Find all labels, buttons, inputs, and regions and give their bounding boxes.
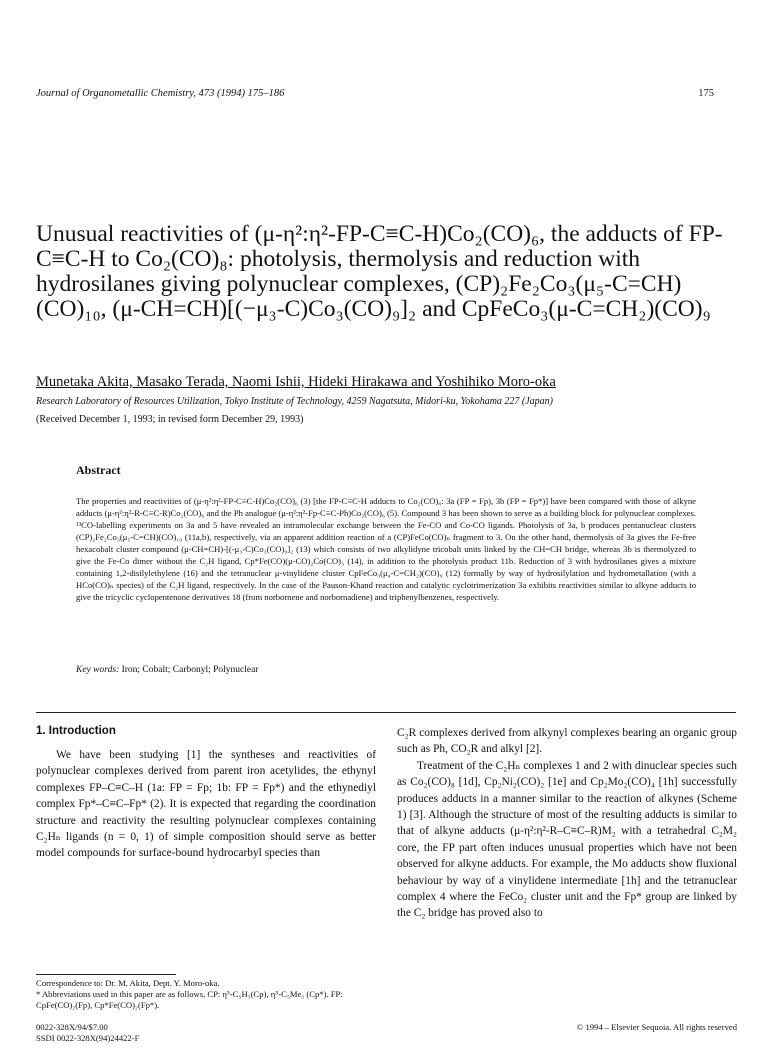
keywords-label: Key words: — [76, 665, 120, 675]
keywords-text: Iron; Cobalt; Carbonyl; Polynuclear — [121, 665, 259, 675]
intro-paragraph-2: Treatment of the C₂Hₙ complexes 1 and 2 with dinuclear species such as Co₂(CO)₈ [1d], Cp₂Ni₂(CO)₂ [1e] and Cp₂Mo₂(CO)₄ [1h] successfully produces adducts in a manner similar to the reaction of alkynes (Scheme 1) [3]. Although the structure of most of the resulting adducts is similar to that of alkyne adducts (μ-η²:η²-R–C≡C–R)M₂ with a tetrahedral C₂M₂ core, the FP part often induces unusual properties which have not been observed for alkyne adducts. For example, the Mo adducts show fluxional behaviour by way of a vinylidene intermediate [1h] and the tetranuclear complex 4 where the FeCo₂ cluster unit and the Fp* group are linked by the C₂ bridge has proved also to — [397, 759, 737, 920]
keywords — [76, 665, 259, 675]
issn-block — [36, 1022, 139, 1044]
journal-citation: Journal of Organometallic Chemistry, 473 (1994) 175–186 — [36, 88, 285, 99]
left-column — [36, 725, 376, 862]
abstract-text: The properties and reactivities of (μ-η²:η²-FP-C≡C-H)Co₂(CO)₆ (3) [the FP-C≡C-H adducts to Co₂(CO)₈: 3a (FP = Fp), 3b (FP = Fp*)] have been compared with those of alkyne adducts (μ-η²:η²-R-C≡C-R)Co₂(CO)₆ and the Ph analogue (μ-η²:η²-Fp-C≡C-Ph)Co₂(CO)₆ (5). Compound 3 has been shown to serve as a building block for polynuclear complexes. ¹³CO-labelling experiments on 3a and 5 have revealed an intramolecular exchange between the Fe-CO and Co-CO ligands. Photolysis of 3a, b produces pentanuclear clusters (CP)₂Fe₂Co₃(μ₅-C=CH)(CO)₁₀ (11a,b), respectively, via an apparent addition reaction of a (CP)FeCo(CO)ₙ fragment to 3. On the other hand, thermolysis of 3a gives the Fe-free hexacobalt cluster compound (μ-CH=CH)-[(-μ₃-C)Co₃(CO)₉]₂ (13) which consists of two alkylidyne tricobalt units linked by the CH=CH bridge, whereas 3b is thermolyzed to give the Fe-Co dimer without the C₂H ligand, Cp*Fe(CO)(μ-CO)₂Co(CO)₃ (14), in addition to the photolysis product 11b. Reduction of 3 with hydrosilanes gives a mixture containing 1,2-disilylethylene (16) and the tetranuclear μ-vinylidene cluster CpFeCo₃(μ₄-C=CH₂)(CO)₉ (12) formally by way of hydrosilylation and hydrometallation (with a HCo(CO)ₙ species) of the C₂H ligand, respectively. In the case of the Pauson-Khand reaction and catalytic cyclotrimerization 3a exhibits reactivities similar to alkyne adducts to give the tricyclic cyclopentenone derivatives 18 (from norbornene and norbornadiene) and triphenylbenzenes, respectively. — [76, 496, 696, 602]
correspondence-note: Correspondence to: Dr. M. Akita, Dept. Y. Moro-oka. — [36, 978, 220, 988]
abbreviations-note: * Abbreviations used in this paper are as follows, CP: η⁵-C₅H₅(Cp), η⁵-C₅Me₅ (Cp*). FP: CpFe(CO)₂(Fp), Cp*Fe(CO)₂(Fp*). — [36, 989, 343, 1010]
affiliation: Research Laboratory of Resources Utilization, Tokyo Institute of Technology, 4259 Nagatsuta, Midori-ku, Yokohama 227 (Japan) — [36, 396, 554, 407]
right-column — [397, 725, 737, 922]
footnote-divider — [36, 974, 176, 975]
ssdi: SSDI 0022-328X(94)24422-F — [36, 1033, 140, 1043]
section-heading: 1. Introduction — [36, 725, 116, 737]
intro-paragraph-continued: C₂R complexes derived from alkynyl complexes bearing an organic group such as Ph, CO₂R and alkyl [2]. — [397, 727, 737, 756]
page-number: 175 — [698, 88, 714, 99]
article-title: Unusual reactivities of (μ-η²:η²-FP-C≡C-H)Co₂(CO)₆, the adducts of FP-C≡C-H to Co₂(CO)₈: photolysis, thermolysis and reduction with hydrosilanes giving polynuclear complexes, (CP)₂Fe₂Co₃(μ₅-C=CH)(CO)₁₀, (μ-CH=CH)[(−μ₃-C)Co₃(CO)₉]₂ and CpFeCo₃(μ-C=CH₂)(CO)₉ — [36, 221, 723, 322]
section-divider — [36, 712, 736, 713]
received-dates: (Received December 1, 1993; in revised form December 29, 1993) — [36, 414, 304, 425]
author-list: Munetaka Akita, Masako Terada, Naomi Ishii, Hideki Hirakawa and Yoshihiko Moro-oka — [36, 374, 556, 390]
abstract-heading: Abstract — [76, 463, 121, 477]
issn: 0022-328X/94/$7.00 — [36, 1022, 108, 1032]
copyright: © 1994 – Elsevier Sequoia. All rights reserved — [576, 1022, 737, 1032]
intro-paragraph-1: We have been studying [1] the syntheses and reactivities of polynuclear complexes derived from parent iron acetylides, the ethynyl complexes FP–C≡C–H (1a: FP = Fp; 1b: FP = Fp*) and the ethynediyl complex Fp*–C≡C–Fp* (2). It is expected that regarding the coordination structure and reactivity the resulting polynuclear complexes containing C₂Hₙ ligands (n = 0, 1) of simple composition should serve as better model compounds for surface-bound hydrocarbyl species than — [36, 749, 376, 860]
footnotes — [36, 978, 376, 1011]
